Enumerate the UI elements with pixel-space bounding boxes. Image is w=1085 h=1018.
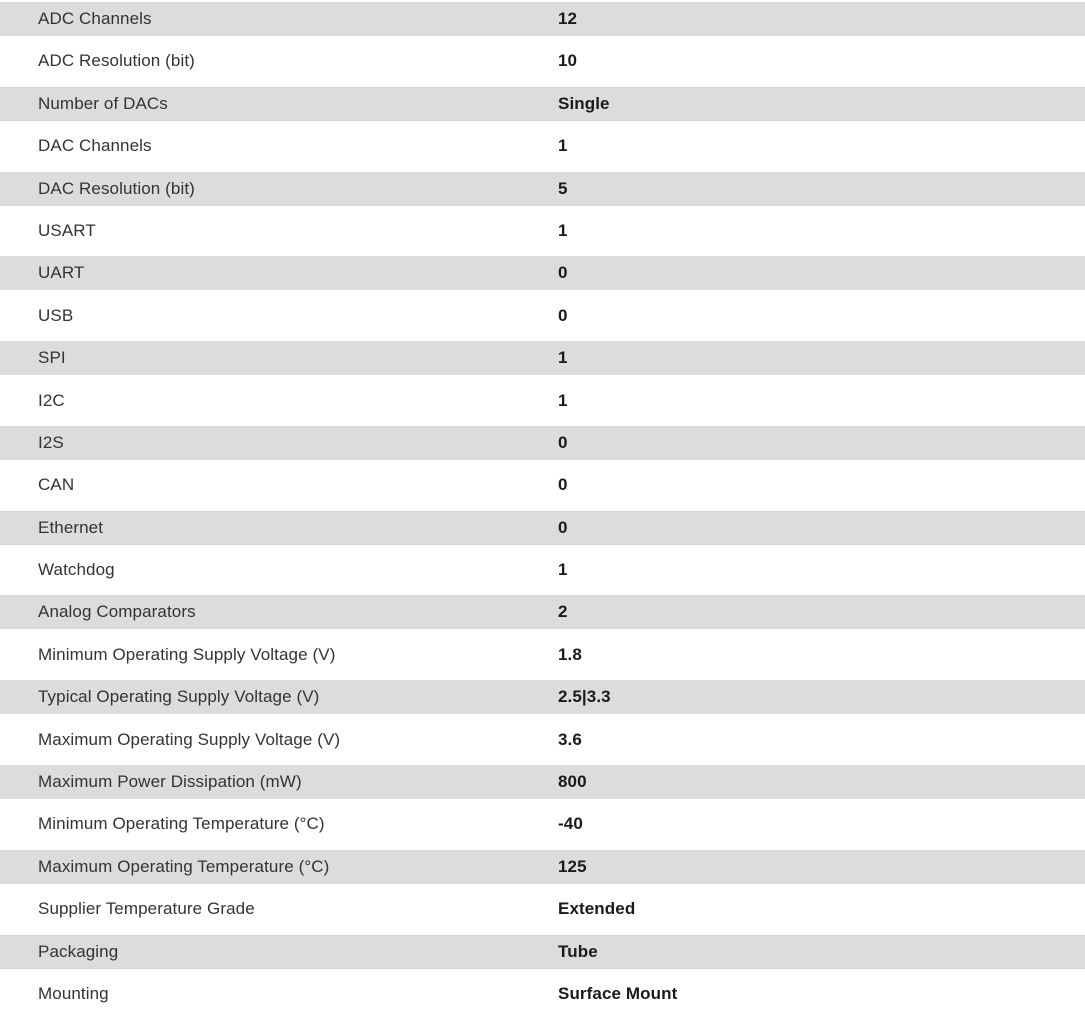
spec-label: Minimum Operating Supply Voltage (V)	[38, 644, 336, 664]
spec-row	[0, 2, 1085, 36]
spec-label: CAN	[38, 475, 75, 495]
spec-label: I2C	[38, 390, 65, 410]
spec-row	[0, 595, 1085, 629]
spec-value: -40	[558, 814, 583, 834]
spec-row	[0, 765, 1085, 799]
spec-value: 12	[558, 9, 578, 28]
spec-value: 0	[558, 475, 568, 495]
spec-label: Ethernet	[38, 517, 104, 537]
spec-value: 2	[558, 602, 568, 622]
spec-label: I2S	[38, 432, 64, 452]
spec-row	[0, 172, 1085, 206]
spec-row	[0, 44, 1085, 78]
spec-value: 1.8	[558, 644, 582, 664]
spec-label: ADC Resolution (bit)	[38, 51, 195, 71]
spec-row	[0, 892, 1085, 926]
spec-value: 1	[558, 560, 568, 580]
spec-value: 800	[558, 772, 587, 792]
spec-value: Surface Mount	[558, 983, 678, 1003]
spec-value: 1	[558, 136, 568, 156]
spec-label: Number of DACs	[38, 93, 168, 113]
spec-value: 10	[558, 51, 578, 71]
spec-label: Packaging	[38, 941, 119, 961]
spec-value: 5	[558, 178, 568, 198]
spec-label: DAC Resolution (bit)	[38, 178, 195, 198]
spec-label: Minimum Operating Temperature (°C)	[38, 814, 325, 834]
spec-row	[0, 807, 1085, 841]
spec-row	[0, 723, 1085, 757]
spec-row	[0, 129, 1085, 163]
spec-label: SPI	[38, 348, 66, 368]
spec-label: Typical Operating Supply Voltage (V)	[38, 687, 320, 707]
spec-label: UART	[38, 263, 85, 283]
spec-label: USART	[38, 220, 96, 240]
spec-label: Supplier Temperature Grade	[38, 899, 255, 919]
spec-row	[0, 935, 1085, 969]
spec-row	[0, 638, 1085, 672]
spec-label: Maximum Operating Temperature (°C)	[38, 856, 330, 876]
spec-row	[0, 256, 1085, 290]
spec-value: 0	[558, 263, 568, 283]
spec-label: Watchdog	[38, 560, 115, 580]
spec-label: Maximum Operating Supply Voltage (V)	[38, 729, 341, 749]
spec-value: Single	[558, 93, 610, 113]
spec-label: USB	[38, 305, 74, 325]
spec-value: Extended	[558, 899, 636, 919]
spec-value: 125	[558, 856, 587, 876]
spec-row	[0, 341, 1085, 375]
spec-label: ADC Channels	[38, 9, 152, 28]
spec-value: 1	[558, 220, 568, 240]
spec-row	[0, 977, 1085, 1011]
spec-row	[0, 299, 1085, 333]
spec-row	[0, 384, 1085, 418]
spec-value: 3.6	[558, 729, 582, 749]
spec-label: Analog Comparators	[38, 602, 196, 622]
spec-label: Maximum Power Dissipation (mW)	[38, 772, 302, 792]
spec-value: 0	[558, 305, 568, 325]
spec-row	[0, 426, 1085, 460]
spec-value: 0	[558, 517, 568, 537]
spec-label: Mounting	[38, 983, 109, 1003]
spec-row	[0, 214, 1085, 248]
spec-row	[0, 511, 1085, 545]
spec-value: Tube	[558, 941, 598, 961]
spec-row	[0, 553, 1085, 587]
spec-row	[0, 87, 1085, 121]
spec-value: 1	[558, 348, 568, 368]
spec-row	[0, 680, 1085, 714]
spec-row	[0, 850, 1085, 884]
spec-value: 1	[558, 390, 568, 410]
spec-row	[0, 468, 1085, 502]
spec-label: DAC Channels	[38, 136, 152, 156]
spec-value: 2.5|3.3	[558, 687, 611, 707]
spec-value: 0	[558, 432, 568, 452]
